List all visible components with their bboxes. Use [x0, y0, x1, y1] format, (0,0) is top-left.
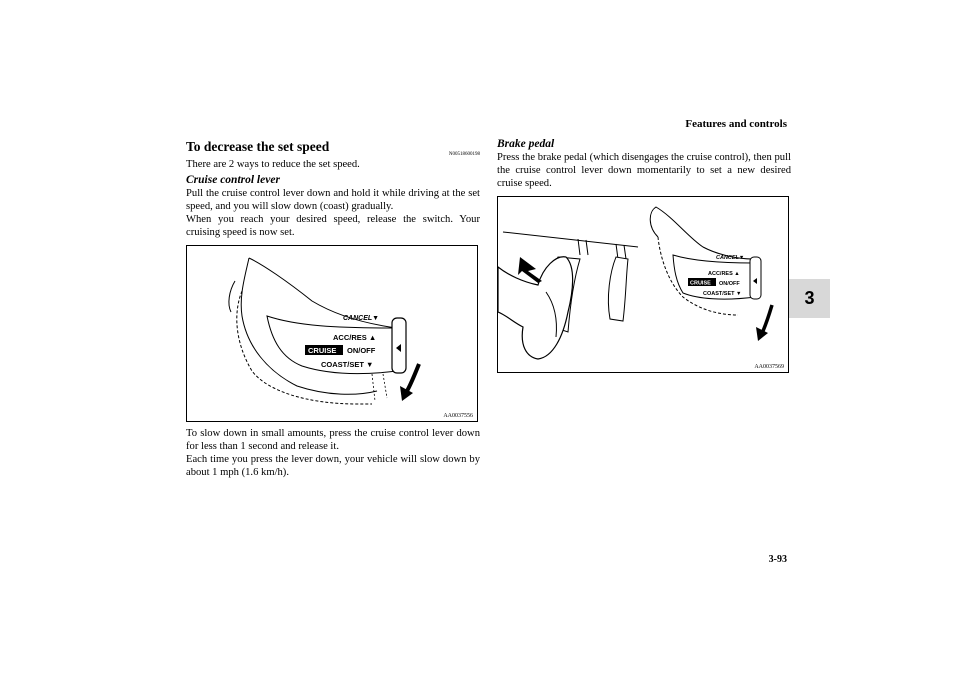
label-coastset-r: COAST/SET ▼ — [703, 291, 742, 297]
label-onoff-r: ON/OFF — [719, 281, 740, 287]
figure-code-r: AA0037569 — [754, 364, 784, 370]
section-code: N00518600198 — [448, 152, 480, 157]
left-column — [186, 138, 480, 479]
label-cruise: CRUISE — [308, 346, 337, 355]
figure-code: AA0037556 — [443, 413, 473, 419]
chapter-number: 3 — [804, 288, 815, 308]
down-arrow-icon — [407, 364, 419, 391]
label-cancel-r: CANCEL▼ — [716, 255, 745, 261]
page-number: 3-93 — [768, 554, 787, 565]
push-arrow-icon — [518, 257, 542, 283]
chapter-tab — [789, 279, 830, 318]
label-onoff: ON/OFF — [347, 346, 376, 355]
section-title: To decrease the set speed — [186, 139, 330, 154]
shoe-icon — [498, 257, 573, 359]
down-arrow-icon-r — [763, 305, 772, 331]
lever-para-4: Each time you press the lever down, your vehicle will slow down by about 1 mph (1.6 km/h). — [186, 454, 480, 478]
label-accres-r: ACC/RES ▲ — [708, 271, 740, 277]
sub-heading-brake: Brake pedal — [497, 138, 555, 150]
brake-para-1: Press the brake pedal (which disengages the cruise control), then pull the cruise control lever down momentarily to set a new desired cruise speed. — [497, 152, 791, 189]
lever-para-1: Pull the cruise control lever down and hold it while driving at the set speed, and you will slow down (coast) gradually. — [186, 188, 480, 212]
figure-brake — [497, 196, 789, 373]
label-cancel: CANCEL▼ — [343, 315, 380, 322]
label-cruise-r: CRUISE — [690, 280, 711, 287]
header-title: Features and controls — [685, 118, 787, 130]
label-accres: ACC/RES ▲ — [333, 333, 377, 342]
right-column — [497, 138, 791, 378]
intro-text: There are 2 ways to reduce the set speed. — [186, 159, 360, 170]
label-coastset: COAST/SET ▼ — [321, 360, 374, 369]
lever-illustration — [187, 246, 477, 421]
sub-heading-lever: Cruise control lever — [186, 174, 280, 186]
figure-lever — [186, 245, 478, 422]
lever-para-3: To slow down in small amounts, press the cruise control lever down for less than 1 second and release it. — [186, 428, 480, 452]
lever-para-2: When you reach your desired speed, release the switch. Your cruising speed is now set. — [186, 214, 480, 238]
brake-illustration — [498, 197, 788, 372]
